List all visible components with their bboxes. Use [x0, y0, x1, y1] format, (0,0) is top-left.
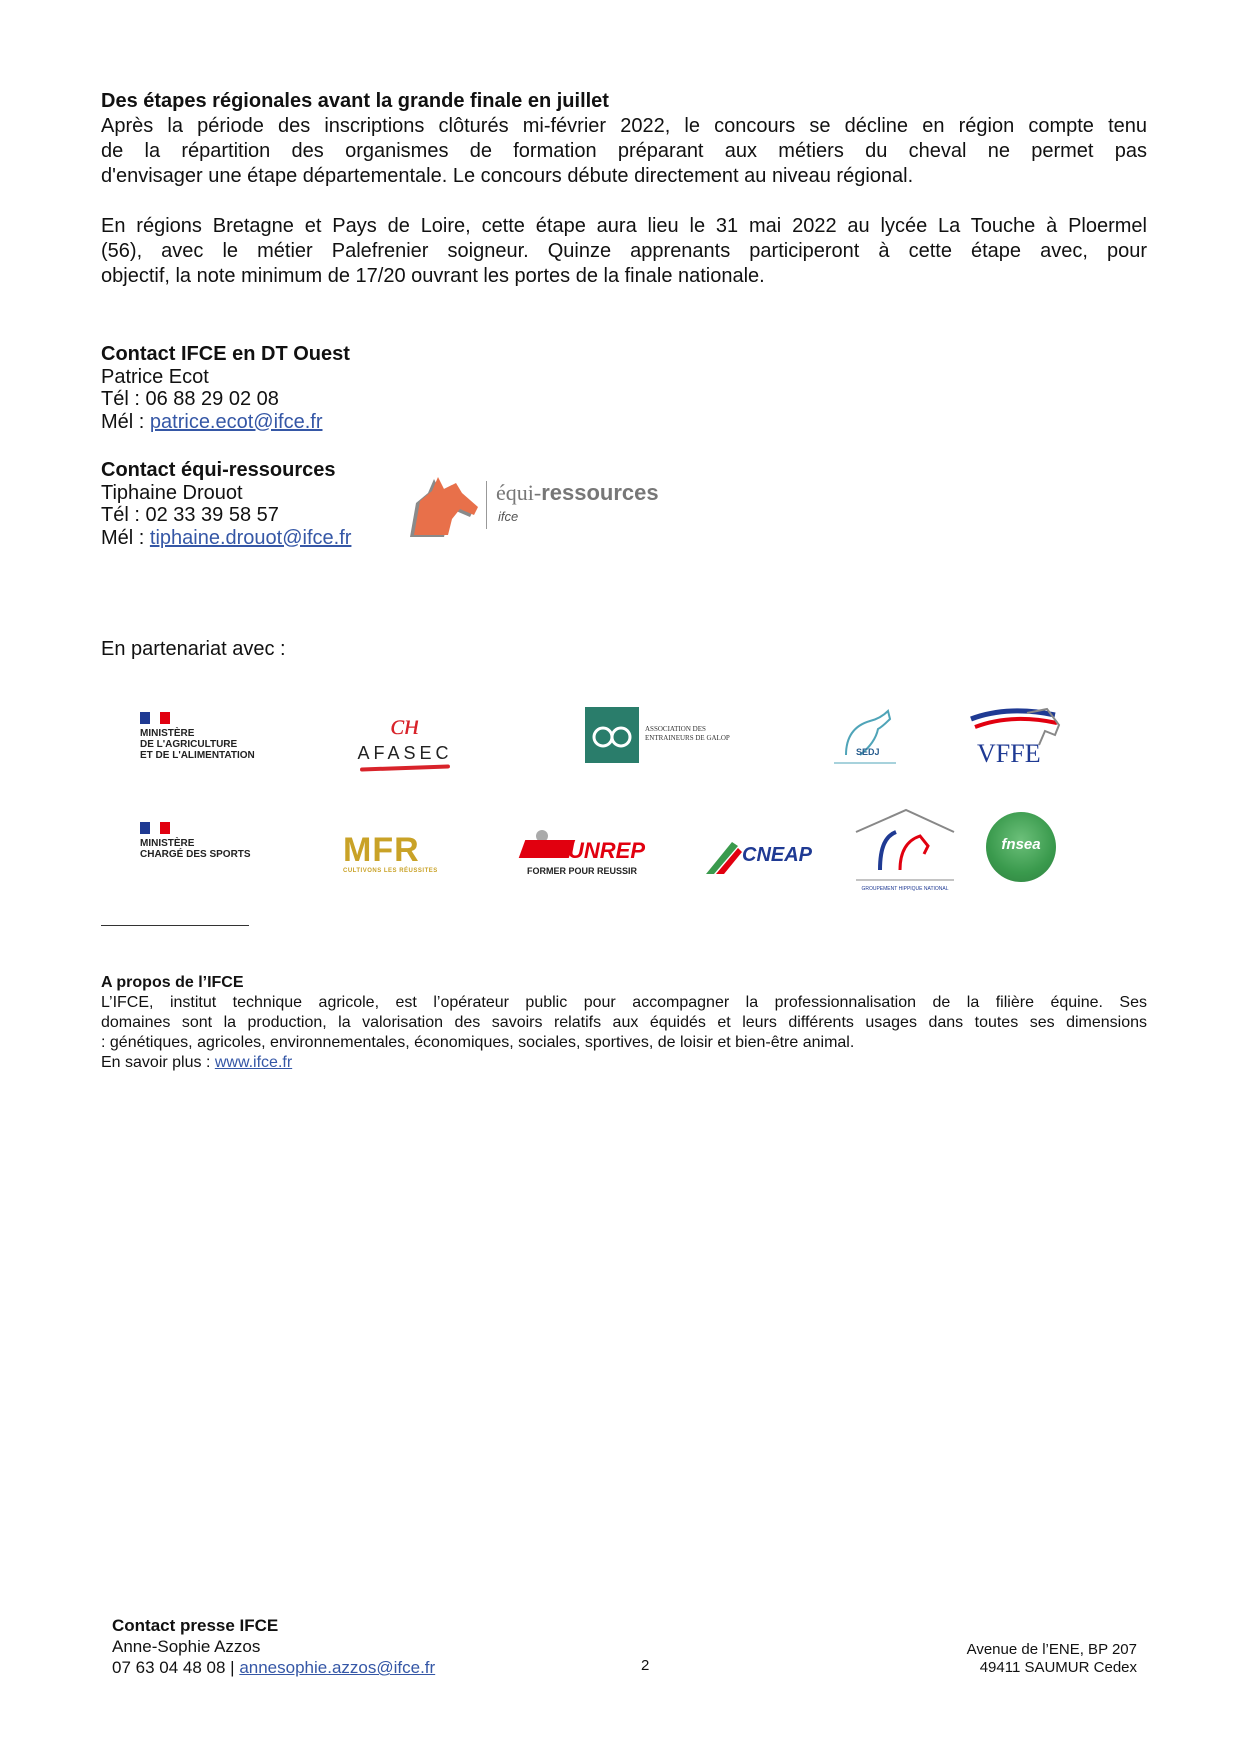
contact-equi-block — [101, 459, 351, 549]
page-number: 2 — [641, 1657, 650, 1674]
afasec-swoosh — [360, 764, 450, 771]
fnsea-logo — [986, 812, 1060, 886]
cneap-logo — [702, 834, 822, 882]
contact-ifce-block — [101, 343, 350, 433]
paragraph-line: de la répartition des organismes de formation préparant aux métiers du cheval ne permet pas — [101, 140, 1147, 162]
aeg-horse-icon — [585, 707, 639, 763]
paragraph-line: d'envisager une étape départementale. Le concours débute directement au niveau régional. — [101, 165, 914, 187]
footer-address — [900, 1641, 1137, 1677]
about-more-link[interactable]: www.ifce.fr — [214, 1054, 293, 1071]
equi-ressources-logo — [400, 475, 690, 545]
about-more-label: En savoir plus : — [101, 1054, 215, 1071]
address-line: 49411 SAUMUR Cedex — [979, 1659, 1137, 1676]
unrep-swoosh — [519, 840, 576, 858]
about-block — [101, 973, 1147, 1073]
ministere-line: MINISTÈRE — [140, 728, 195, 739]
unrep-text: UNREP — [568, 838, 646, 863]
sedj-text: SEDJ — [856, 747, 880, 757]
afasec-text: AFASEC — [357, 743, 453, 763]
ministere-line: MINISTÈRE — [140, 838, 195, 849]
footer-phone: 07 63 04 48 08 | — [112, 1658, 240, 1677]
ghn-horse-icon — [850, 806, 960, 886]
ministere-text — [140, 728, 300, 761]
paragraph-line: (56), avec le métier Palefrenier soigneur. Quinze apprenants participeront à cette étape avec, pour — [101, 240, 1147, 262]
unrep-sub: FORMER POUR REUSSIR — [526, 866, 637, 876]
logo-divider — [486, 481, 487, 529]
about-title: A propos de l’IFCE — [101, 974, 244, 991]
fnsea-circle-icon — [986, 812, 1056, 882]
cneap-text: CNEAP — [742, 844, 813, 866]
paragraph-line: Après la période des inscriptions clôturés mi-février 2022, le concours se décline en région compte tenu — [101, 115, 1147, 137]
ministere-line: DE L'AGRICULTURE — [140, 739, 238, 750]
contact-title: Contact IFCE en DT Ouest — [101, 343, 350, 365]
unrep-logo — [522, 830, 652, 885]
mail-label: Mél : — [101, 526, 150, 549]
ghn-logo — [850, 806, 960, 896]
contact-mail-row — [101, 527, 351, 550]
contact-mail-link[interactable]: patrice.ecot@ifce.fr — [149, 410, 323, 433]
french-flag-icon — [140, 712, 170, 724]
contact-title: Contact équi-ressources — [101, 459, 336, 481]
aeg-line: ASSOCIATION DES — [645, 725, 706, 733]
footer-contact — [112, 1615, 435, 1678]
about-line: domaines sont la production, la valorisation des savoirs relatifs aux équidés et leurs différents usages dans toutes ses dimensions — [101, 1014, 1147, 1031]
aeg-logo — [585, 707, 735, 765]
aeg-text — [645, 725, 730, 743]
logo-sub: ifce — [498, 509, 519, 524]
partners-label: En partenariat avec : — [101, 638, 286, 660]
aeg-line: ENTRAINEURS DE GALOP — [645, 734, 730, 742]
separator-line — [101, 925, 249, 926]
afasec-mark-icon: ᴄʜ — [390, 708, 420, 741]
paragraph-2 — [101, 214, 1147, 289]
ffe-text: VFFE — [977, 739, 1041, 768]
sedj-logo — [826, 705, 906, 770]
footer-name: Anne-Sophie Azzos — [112, 1637, 261, 1656]
footer-mail-link[interactable]: annesophie.azzos@ifce.fr — [239, 1658, 436, 1677]
contact-phone: Tél : 06 88 29 02 08 — [101, 388, 279, 410]
address-line: Avenue de l’ENE, BP 207 — [966, 1641, 1137, 1658]
about-line: L’IFCE, institut technique agricole, est l’opérateur public pour accompagner la professionnalisation de la filière équine. Ses — [101, 994, 1147, 1011]
section-title: Des étapes régionales avant la grande finale en juillet — [101, 90, 609, 112]
about-more-row — [101, 1053, 1147, 1073]
mfr-text: MFR — [343, 831, 420, 869]
fnsea-text: fnsea — [1001, 836, 1041, 853]
logo-text-a: équi- — [496, 480, 542, 505]
ministere-agriculture-logo — [140, 712, 300, 782]
afasec-logo — [345, 708, 465, 778]
ffe-text-label: FFE — [995, 739, 1041, 768]
logo-text-b: ressources — [541, 480, 659, 505]
mail-label: Mél : — [101, 410, 150, 433]
about-line: : génétiques, agricoles, environnementales, économiques, sociales, sportives, de loisir et bien-être animal. — [101, 1034, 855, 1051]
ministere-line: ET DE L'ALIMENTATION — [140, 750, 255, 761]
footer-phone-row — [112, 1657, 435, 1678]
ministere-text — [140, 838, 300, 860]
paragraph-line: objectif, la note minimum de 17/20 ouvrant les portes de la finale nationale. — [101, 265, 765, 287]
contact-mail-row — [101, 411, 350, 434]
mfr-logo — [343, 832, 463, 882]
ministere-line: CHARGÉ DES SPORTS — [140, 849, 251, 860]
ffe-logo — [967, 705, 1067, 771]
sedj-horse-icon — [826, 705, 906, 770]
ministere-sports-logo — [140, 822, 300, 892]
contact-phone: Tél : 02 33 39 58 57 — [101, 504, 279, 526]
french-flag-icon — [140, 822, 170, 834]
paragraph-line: En régions Bretagne et Pays de Loire, cette étape aura lieu le 31 mai 2022 au lycée La Touche à Ploermel — [101, 215, 1147, 237]
mfr-sub: CULTIVONS LES RÉUSSITES — [343, 868, 438, 874]
contact-name: Patrice Ecot — [101, 365, 209, 388]
logo-wordmark — [496, 480, 659, 506]
contact-mail-link[interactable]: tiphaine.drouot@ifce.fr — [149, 526, 352, 549]
ghn-sub: GROUPEMENT HIPPIQUE NATIONAL — [861, 886, 949, 892]
contact-name: Tiphaine Drouot — [101, 481, 243, 504]
footer-title: Contact presse IFCE — [112, 1616, 279, 1635]
cneap-swoosh-icon — [702, 834, 746, 878]
paragraph-1 — [101, 114, 1147, 189]
horse-head-icon — [400, 475, 490, 545]
